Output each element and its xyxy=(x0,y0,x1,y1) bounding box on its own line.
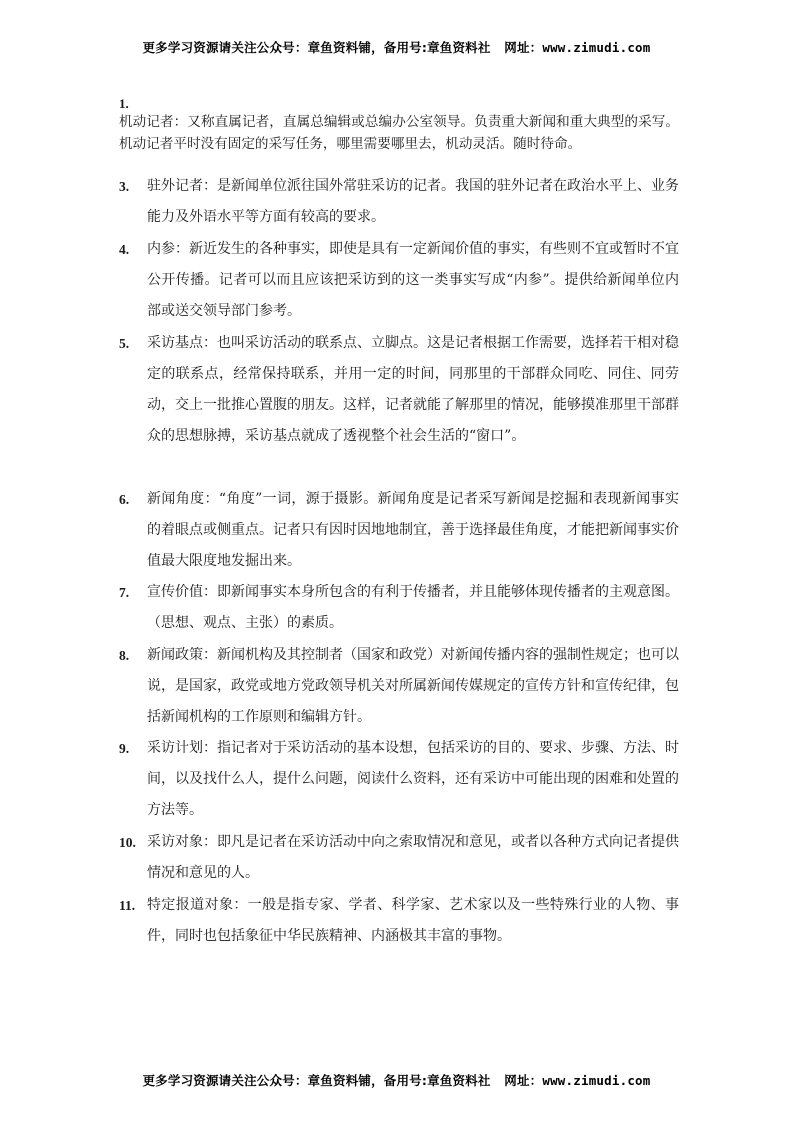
list-item-5 xyxy=(119,328,679,452)
header-banner-text: 更多学习资源请关注公众号：章鱼资料铺，备用号:章鱼资料社 xyxy=(142,40,491,55)
item-number: 5. xyxy=(119,336,130,351)
list-item-4 xyxy=(119,234,679,327)
item-text: 新闻角度：“角度”一词，源于摄影。新闻角度是记者采写新闻是挖掘和表现新闻事实的着眼点或侧重点。记者只有因时因地地制宜，善于选择最佳角度，才能把新闻事实价值最大限度地发掘出来。 xyxy=(147,491,679,569)
item-text: 采访对象：即凡是记者在采访活动中向之索取情况和意见，或者以各种方式向记者提供情况和意见的人。 xyxy=(147,834,679,881)
footer-banner xyxy=(0,1071,793,1089)
item-text: 宣传价值：即新闻事实本身所包含的有利于传播者，并且能够体现传播者的主观意图。（思想、观点、主张）的素质。 xyxy=(147,584,679,631)
item-number: 8. xyxy=(119,648,130,663)
item-number: 1. xyxy=(119,96,129,111)
item-number: 7. xyxy=(119,585,130,600)
item-number: 10. xyxy=(119,835,136,850)
footer-banner-text: 更多学习资源请关注公众号：章鱼资料铺，备用号:章鱼资料社 xyxy=(142,1073,491,1088)
list-item-1 xyxy=(119,96,679,155)
item-number: 6. xyxy=(119,492,130,507)
item-number: 3. xyxy=(119,179,130,194)
footer-url[interactable]: 网址：www.zimudi.com xyxy=(504,1073,651,1088)
item-text: 机动记者：又称直属记者，直属总编辑或总编办公室领导。负责重大新闻和重大典型的采写。机动记者平时没有固定的采写任务，哪里需要哪里去，机动灵活。随时待命。 xyxy=(119,114,679,152)
item-number: 11. xyxy=(119,898,136,913)
item-text: 特定报道对象：一般是指专家、学者、科学家、艺术家以及一些特殊行业的人物、事件，同时也包括象征中华民族精神、内涵极其丰富的事物。 xyxy=(147,897,679,944)
list-item-11 xyxy=(119,890,679,952)
list-item-7 xyxy=(119,577,679,639)
header-url[interactable]: 网址：www.zimudi.com xyxy=(504,40,651,55)
item-text: 新闻政策：新闻机构及其控制者（国家和政党）对新闻传播内容的强制性规定；也可以说，是国家，政党或地方党政领导机关对所属新闻传媒规定的宣传方针和宣传纪律，包括新闻机构的工作原则和编辑方针。 xyxy=(147,647,679,725)
item-number: 4. xyxy=(119,242,130,257)
list-item-9 xyxy=(119,733,679,826)
list-item-8 xyxy=(119,640,679,733)
item-text: 驻外记者：是新闻单位派往国外常驻采访的记者。我国的驻外记者在政治水平上、业务能力及外语水平等方面有较高的要求。 xyxy=(147,178,679,225)
list-item-6 xyxy=(119,484,679,577)
list-item-10 xyxy=(119,827,679,889)
item-text: 采访计划：指记者对于采访活动的基本设想，包括采访的目的、要求、步骤、方法、时间，以及找什么人，提什么问题，阅读什么资料，还有采访中可能出现的困难和处置的方法等。 xyxy=(147,740,679,818)
list-item-3 xyxy=(119,171,679,233)
item-number: 9. xyxy=(119,741,130,756)
item-text: 内参：新近发生的各种事实，即使是具有一定新闻价值的事实，有些则不宜或暂时不宜公开传播。记者可以而且应该把采访到的这一类事实写成“内参”。提供给新闻单位内部或送交领导部门参考。 xyxy=(147,241,679,319)
item-text: 采访基点：也叫采访活动的联系点、立脚点。这是记者根据工作需要，选择若干相对稳定的联系点，经常保持联系，并用一定的时间，同那里的干部群众同吃、同住、同劳动，交上一批推心置腹的朋友。这样，记者就能了解那里的情况，能够摸准那里干部群众的思想脉搏，采访基点就成了透视整个社会生活的“窗口”。 xyxy=(147,335,679,444)
header-banner xyxy=(0,38,793,56)
